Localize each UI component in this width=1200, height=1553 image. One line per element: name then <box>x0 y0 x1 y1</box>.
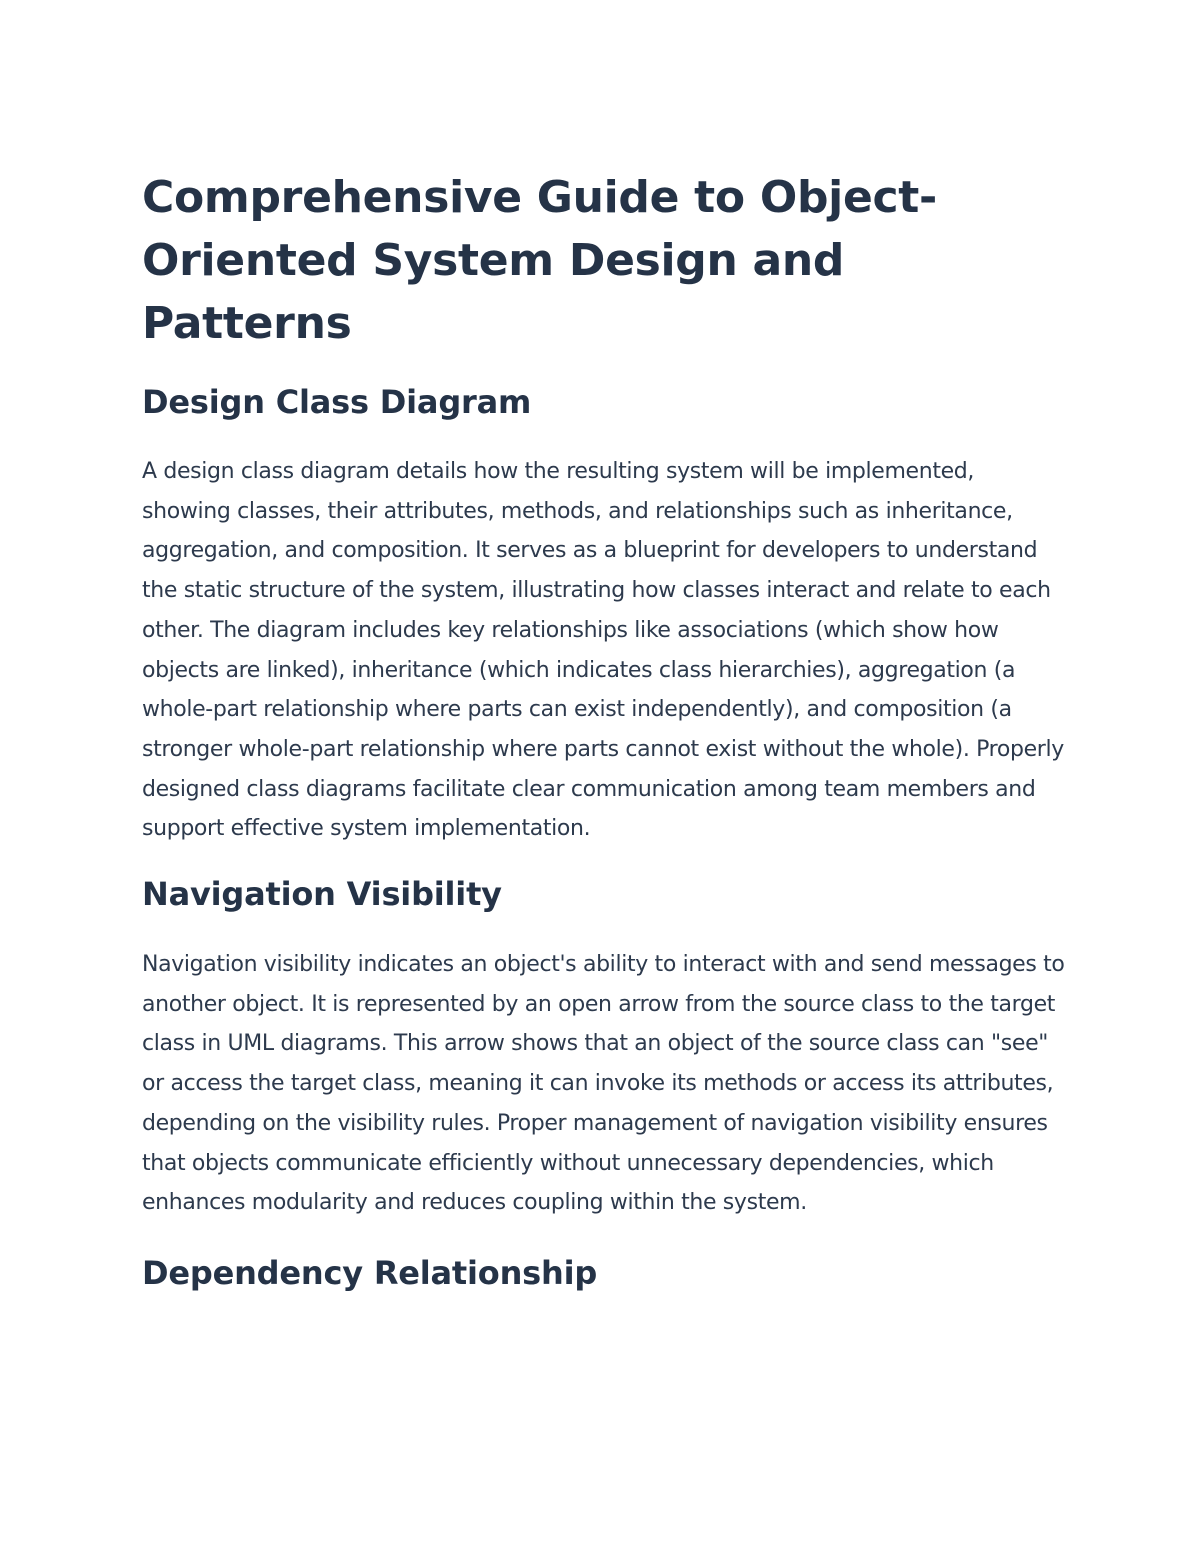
section-dependency-relationship <box>142 1253 1067 1293</box>
section-paragraph: A design class diagram details how the resulting system will be implemented, showing classes, their attributes, methods, and relationships such as inheritance, aggregation, and composition. It serves as a blueprint for developers to understand the static structure of the system, illustrating how classes interact and relate to each other. The diagram includes key relationships like associations (which show how objects are linked), inheritance (which indicates class hierarchies), aggregation (a whole-part relationship where parts can exist independently), and composition (a stronger whole-part relationship where parts cannot exist without the whole). Properly designed class diagrams facilitate clear communication among team members and support effective system implementation. <box>142 459 1064 842</box>
section-navigation-visibility <box>142 874 1067 1223</box>
section-heading: Navigation Visibility <box>142 875 502 914</box>
section-heading: Design Class Diagram <box>142 383 532 421</box>
document-title: Comprehensive Guide to Object-Oriented System Design and Patterns <box>142 172 937 349</box>
section-heading: Dependency Relationship <box>142 1253 598 1292</box>
section-design-class-diagram <box>142 382 1067 849</box>
section-paragraph: Navigation visibility indicates an object's ability to interact with and send messages to another object. It is represented by an open arrow from the source class to the target class in UML diagrams. This arrow shows that an object of the source class can "see" or access the target class, meaning it can invoke its methods or access its attributes, depending on the visibility rules. Proper management of navigation visibility ensures that objects communicate efficiently without unnecessary dependencies, which enhances modularity and reduces coupling within the system. <box>142 952 1065 1216</box>
document-content <box>142 166 1067 1293</box>
